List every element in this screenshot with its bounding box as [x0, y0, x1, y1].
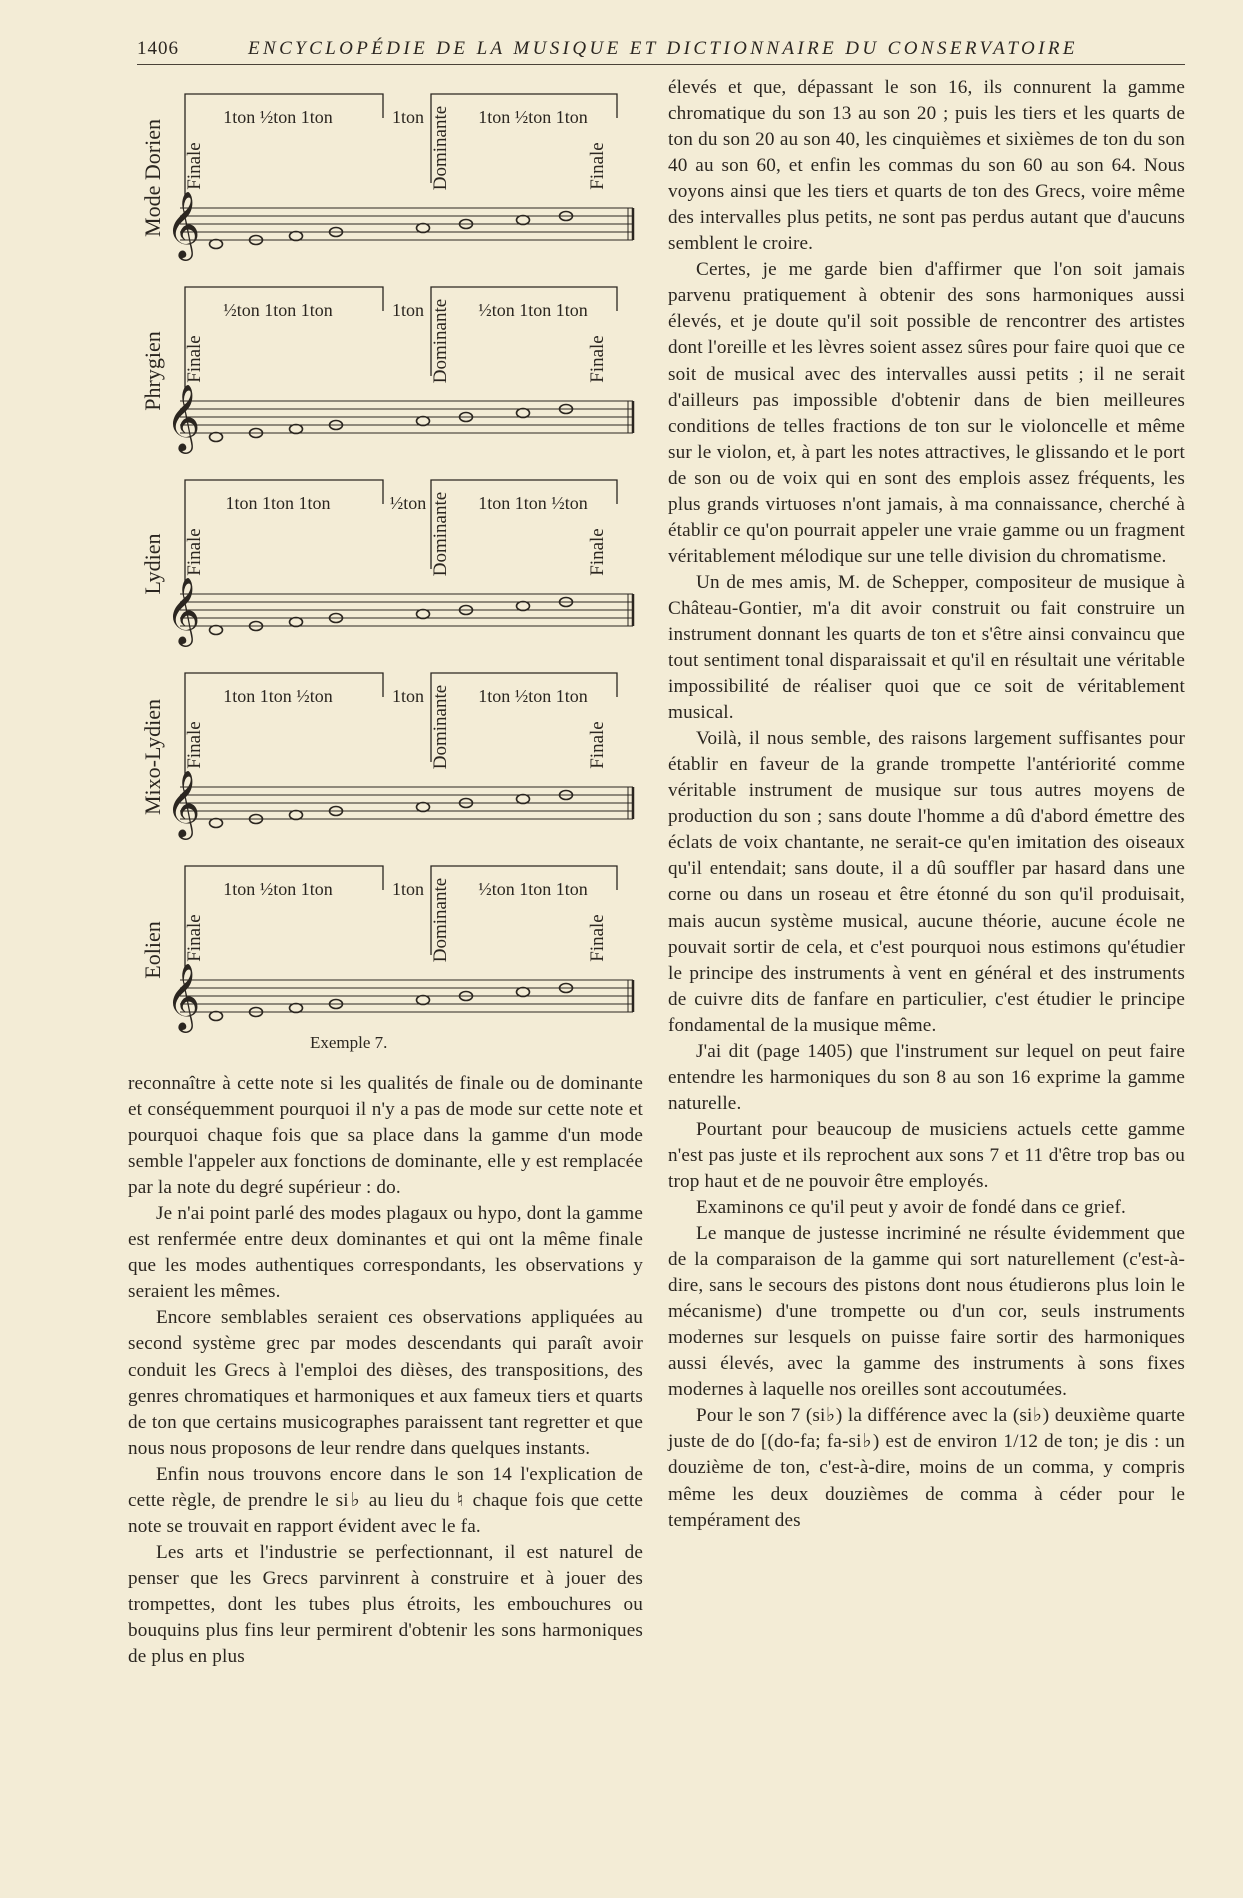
- page-header: [0, 38, 1243, 68]
- interval-label-right: ½ton 1ton 1ton: [478, 300, 588, 320]
- whole-note: [210, 433, 223, 442]
- interval-label-left: 1ton ½ton 1ton: [223, 879, 333, 899]
- mode-name-label: Lydien: [140, 533, 165, 595]
- whole-note: [210, 240, 223, 249]
- whole-note: [417, 610, 430, 619]
- right-paragraph-3: Un de mes amis, M. de Schepper, compositeur de musique à Château-Gontier, m'a dit avoir construit ou fait construire un instrument donnant les quarts de ton et s'être ainsi convaincu que tout sentiment tonal disparaissait et qu'il en résultait une véritable impossibilité de réaliser quoi que ce soit de véritablement musical.: [668, 571, 1185, 724]
- mode-name-label: Phrygien: [140, 331, 165, 411]
- modes-figure: [128, 78, 648, 1058]
- dominante-label: Dominante: [430, 105, 451, 191]
- left-paragraph-2: Je n'ai point parlé des modes plagaux ou hypo, dont la gamme est renfermée entre deux dominantes et qui ont la même finale que les modes authentiques correspondants, les observations y seraient les mêmes.: [128, 1203, 643, 1303]
- whole-note: [517, 602, 530, 611]
- interval-label-middle: 1ton: [391, 879, 425, 899]
- dominante-label: Dominante: [430, 491, 451, 577]
- running-title: ENCYCLOPÉDIE DE LA MUSIQUE ET DICTIONNAIRE DU CONSERVATOIRE: [248, 38, 1078, 59]
- left-column: [128, 1071, 643, 1670]
- whole-note: [517, 409, 530, 418]
- header-rule: [137, 64, 1185, 65]
- whole-note: [517, 795, 530, 804]
- finale-label: Finale: [184, 914, 205, 962]
- interval-label-right: 1ton ½ton 1ton: [478, 107, 588, 127]
- whole-note: [417, 224, 430, 233]
- treble-clef-icon: 𝄞: [166, 962, 201, 1030]
- whole-note: [210, 1012, 223, 1021]
- left-paragraph-3: Encore semblables seraient ces observations appliquées au second système grec par modes descendants qui paraît avoir conduit les Grecs à l'emploi des dièses, des transpositions, des genres chromatiques et harmoniques et aux fameux tiers et quarts de ton que certains musicographes paraissent tant regretter et que nous nous proposons de leur rendre dans quelques instants.: [128, 1307, 643, 1459]
- page-number: 1406: [137, 38, 179, 59]
- interval-label-middle: 1ton: [391, 300, 425, 320]
- finale-label: Finale: [184, 528, 205, 576]
- right-column: [668, 75, 1185, 1534]
- mode-name-label: Mixo-Lydien: [140, 698, 165, 816]
- right-paragraph-1: élevés et que, dépassant le son 16, ils connurent la gamme chromatique du son 13 au son 20 ; puis les tiers et les quarts de ton du son 20 au son 40, les cinquièmes et sixièmes de ton du son 40 au son 60, et enfin les commas du son 60 au son 64. Nous voyons ainsi que les tiers et quarts de ton des Grecs, voire même des intervalles plus petits, ne sont pas perdus autant que d'aucuns semblent le croire.: [668, 77, 1185, 255]
- interval-label-left: 1ton ½ton 1ton: [223, 107, 333, 127]
- interval-label-left: 1ton 1ton ½ton: [223, 686, 333, 706]
- interval-label-right: 1ton 1ton ½ton: [478, 493, 588, 513]
- right-paragraph-6: Pourtant pour beaucoup de musiciens actuels cette gamme n'est pas juste et ils reprochent aux sons 7 et 11 d'être trop bas ou trop haut et de ne pouvoir être employés.: [668, 1118, 1185, 1192]
- mode-name-label: Mode Dorien: [140, 119, 165, 237]
- left-paragraph-1: reconnaître à cette note si les qualités de finale ou de dominante et conséquemment pourquoi il n'y a pas de mode sur cette note et pourquoi chaque fois que sa place dans la gamme d'un mode semble l'appeler aux fonctions de dominante, elle y est remplacée par la note du degré supérieur : do.: [128, 1073, 643, 1199]
- right-paragraph-2: Certes, je me garde bien d'affirmer que l'on soit jamais parvenu pratiquement à obtenir des sons harmoniques aussi élevés, et je doute qu'il soit possible de rencontrer des artistes dont l'oreille et les lèvres soient assez sûres pour faire quoi que ce soit de musical avec des intervalles aussi petits ; il ne serait d'ailleurs pas impossible d'obtenir dans de bien meilleures conditions de telles fractions de ton sur le violoncelle et même sur le violon, et, à part les notes attractives, le glissando et le port de son ou de voix qui en sont des emplois assez fréquents, les plus grands virtuoses n'ont jamais, à ma connaissance, cherché à établir ce qu'on pourrait appeler une vraie gamme ou un fragment véritablement mélodique sur une telle division du chromatisme.: [668, 259, 1185, 567]
- whole-note: [210, 626, 223, 635]
- finale-label: Finale: [184, 335, 205, 383]
- figure-caption: Exemple 7.: [310, 1033, 388, 1052]
- treble-clef-icon: 𝄞: [166, 576, 201, 644]
- whole-note: [517, 216, 530, 225]
- whole-note: [417, 417, 430, 426]
- whole-note: [290, 232, 303, 241]
- dominante-label: Dominante: [430, 298, 451, 384]
- whole-note: [290, 425, 303, 434]
- right-paragraph-5: J'ai dit (page 1405) que l'instrument sur lequel on peut faire entendre les harmoniques du son 8 au son 16 exprime la gamme naturelle.: [668, 1040, 1185, 1114]
- whole-note: [290, 811, 303, 820]
- right-paragraph-9: Pour le son 7 (si♭) la différence avec la (si♭) deuxième quarte juste de do [(do-fa; fa-si♭) est de environ 1/12 de ton; je dis : un douzième de ton, c'est-à-dire, moins de un comma, y compris même les deux douzièmes de comma à céder pour le tempérament des: [668, 1405, 1185, 1531]
- right-paragraph-8: Le manque de justesse incriminé ne résulte évidemment que de la comparaison de la gamme qui sort naturellement (c'est-à-dire, sans le secours des pistons dont nous étudierons plus loin le mécanisme) d'une trompette ou d'un cor, seuls instruments modernes sur lesquels on puisse faire sortir des harmoniques aussi élevés, avec la gamme des instruments à sons fixes modernes à laquelle nos oreilles sont accoutumées.: [668, 1223, 1185, 1401]
- treble-clef-icon: 𝄞: [166, 383, 201, 451]
- treble-clef-icon: 𝄞: [166, 190, 201, 258]
- finale-label: Finale: [184, 721, 205, 769]
- interval-label-left: 1ton 1ton 1ton: [225, 493, 331, 513]
- finale-label: Finale: [184, 142, 205, 190]
- right-paragraph-7: Examinons ce qu'il peut y avoir de fondé dans ce grief.: [696, 1197, 1126, 1219]
- finale-label: Finale: [587, 335, 608, 383]
- modes-staff-diagram: [128, 78, 648, 1038]
- treble-clef-icon: 𝄞: [166, 769, 201, 837]
- finale-label: Finale: [587, 914, 608, 962]
- finale-label: Finale: [587, 142, 608, 190]
- interval-label-middle: ½ton: [389, 493, 427, 513]
- mode-name-label: Eolien: [140, 921, 165, 979]
- whole-note: [290, 618, 303, 627]
- left-paragraph-4: Enfin nous trouvons encore dans le son 14 l'explication de cette règle, de prendre le si♭ au lieu du ♮ chaque fois que cette note se trouvait en rapport évident avec le fa.: [128, 1463, 643, 1537]
- whole-note: [417, 803, 430, 812]
- dominante-label: Dominante: [430, 877, 451, 963]
- finale-label: Finale: [587, 528, 608, 576]
- interval-label-left: ½ton 1ton 1ton: [223, 300, 333, 320]
- interval-label-middle: 1ton: [391, 107, 425, 127]
- interval-label-right: 1ton ½ton 1ton: [478, 686, 588, 706]
- whole-note: [290, 1004, 303, 1013]
- whole-note: [417, 996, 430, 1005]
- dominante-label: Dominante: [430, 684, 451, 770]
- whole-note: [210, 819, 223, 828]
- finale-label: Finale: [587, 721, 608, 769]
- whole-note: [517, 988, 530, 997]
- right-paragraph-4: Voilà, il nous semble, des raisons largement suffisantes pour établir en faveur de la grande trompette l'antériorité comme véritable instrument de musique sur tous autres moyens de production du son ; sans doute l'homme a dû d'abord émettre des éclats de voix chantante, ne serait-ce qu'en imitation des oiseaux qu'il entendait; sans doute, il a dû souffler par hasard dans une corne ou dans un roseau et être étonné du son qu'il produisait, mais aucun système musical, aucune théorie, aucune école ne pouvait sortir de cela, et c'est pourquoi nous estimons qu'étudier le principe des instruments à vent en général et des instruments de cuivre dits de fanfare en particulier, c'est étudier le principe fondamental de la musique même.: [668, 728, 1185, 1036]
- left-paragraph-5: Les arts et l'industrie se perfectionnant, il est naturel de penser que les Grecs parvinrent à construire et à jouer des trompettes, dont les tubes plus étroits, les embouchures ou bouquins plus fins leur permirent d'obtenir les sons harmoniques de plus en plus: [128, 1541, 643, 1668]
- interval-label-middle: 1ton: [391, 686, 425, 706]
- interval-label-right: ½ton 1ton 1ton: [478, 879, 588, 899]
